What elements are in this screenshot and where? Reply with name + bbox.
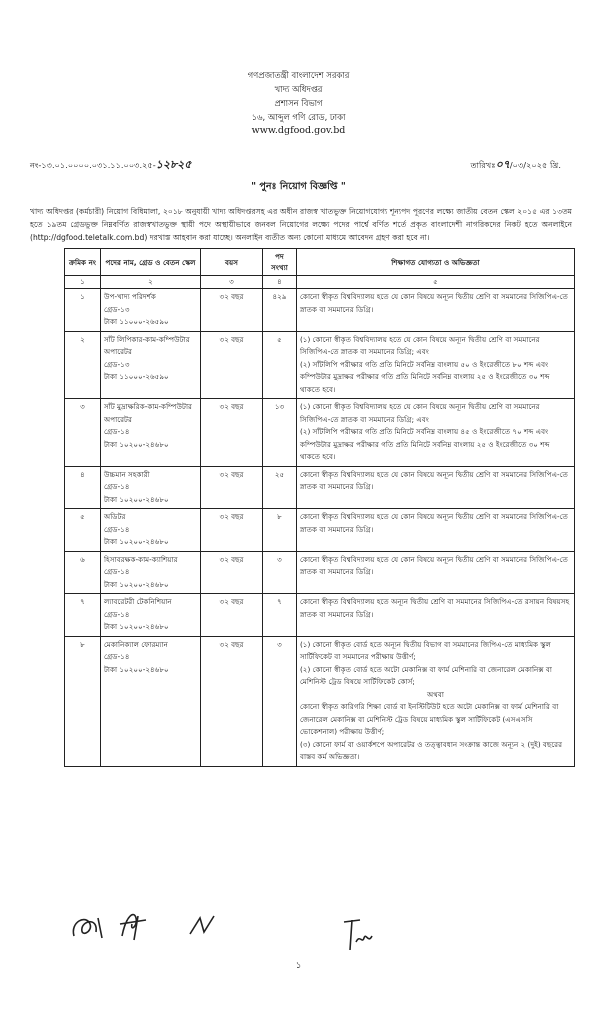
col-number: ১ bbox=[65, 276, 101, 289]
count-cell: ৮ bbox=[263, 509, 297, 552]
post-cell bbox=[101, 551, 201, 594]
qualification-line: কোনো স্বীকৃত বিশ্ববিদ্যালয় হতে যে কোন বিষয়ে অন্যূন দ্বিতীয় শ্রেণি বা সমমানের সিজিপিএ-তে স্নাতক বা সমমানের ডিগ্রি। bbox=[300, 469, 568, 491]
post-cell bbox=[101, 399, 201, 467]
table-row bbox=[65, 289, 575, 332]
col-number: ২ bbox=[101, 276, 201, 289]
qualification-line: কোনো স্বীকৃত বিশ্ববিদ্যালয় হতে যে কোন বিষয়ে অন্যূন দ্বিতীয় শ্রেণি বা সমমানের সিজিপিএ-তে স্নাতক বা সমমানের ডিগ্রি। bbox=[300, 512, 568, 534]
date-rest: /০৩/২০২৫ খ্রি. bbox=[509, 160, 561, 170]
table-header-row bbox=[65, 249, 575, 276]
post-post: উচ্চমান সহকারী bbox=[104, 469, 150, 479]
header-qualification: শিক্ষাগত যোগ্যতা ও অভিজ্ঞতা bbox=[297, 249, 575, 276]
post-post: অডিটর bbox=[104, 512, 126, 521]
post-scale: টাকা ১১০০০-২৬৫৯০ bbox=[104, 372, 169, 381]
post-post: সাঁট মুদ্রাক্ষরিক-কাম-কম্পিউটার অপারেটর bbox=[104, 402, 193, 424]
memo-handwritten: ১২৮২৫ bbox=[155, 158, 192, 171]
memo-prefix: নং-১৩.০১.০০০০.০৩১.১১.০০৩.২৫- bbox=[30, 160, 156, 170]
count-cell: ৩ bbox=[263, 636, 297, 766]
post-scale: টাকা ১০২০০-২৪৬৮০ bbox=[104, 537, 169, 546]
post-post: হিসাবরক্ষক-কাম-ক্যাশিয়ার bbox=[104, 554, 178, 564]
count-cell: ৭ bbox=[263, 594, 297, 637]
post-scale: টাকা ১০২০০-২৪৬৮০ bbox=[104, 579, 169, 589]
age-cell: ৩২ বছর bbox=[201, 509, 263, 552]
serial-cell: ৭ bbox=[65, 594, 101, 637]
govt-name: গণপ্রজাতন্ত্রী বাংলাদেশ সরকার bbox=[247, 70, 350, 80]
letterhead bbox=[0, 68, 597, 138]
post-grade: গ্রেড-১৪ bbox=[104, 427, 130, 436]
count-cell: ৫ bbox=[263, 331, 297, 399]
post-grade: গ্রেড-১৪ bbox=[104, 652, 130, 661]
qualification-line: (২) সাঁটলিপি পরীক্ষার গতি প্রতি মিনিটে সর্বনিম্ন বাংলায় ৪৫ ও ইংরেজীতে ৭০ শব্দ এবং কম্পিউটার মুদ্রাক্ষর পরীক্ষার গতি প্রতি মিনিটে সর্বনিম্ন বাংলায় ২৫ ও ইংরেজীতে ৩০ শব্দ থাকতে হবে। bbox=[300, 427, 550, 461]
col-number: ৫ bbox=[297, 276, 575, 289]
table-row bbox=[65, 509, 575, 552]
table-row bbox=[65, 594, 575, 637]
department-name: খাদ্য অধিদপ্তর bbox=[274, 84, 323, 94]
post-cell bbox=[101, 636, 201, 766]
header-post: পদের নাম, গ্রেড ও বেতন স্কেল bbox=[101, 249, 201, 276]
table-row bbox=[65, 466, 575, 509]
serial-cell: ৫ bbox=[65, 509, 101, 552]
serial-cell: ৪ bbox=[65, 466, 101, 509]
post-grade: গ্রেড-১৩ bbox=[104, 304, 130, 314]
post-scale: টাকা ১০২০০-২৪৬৮০ bbox=[104, 622, 169, 631]
count-cell: ২৫ bbox=[263, 466, 297, 509]
post-cell bbox=[101, 594, 201, 637]
notice-title: " পুনঃ নিয়োগ বিজ্ঞপ্তি " bbox=[251, 181, 346, 192]
post-post: মেকানিক্যাল ফোরম্যান bbox=[104, 639, 168, 649]
table-row bbox=[65, 636, 575, 766]
post-post: সাঁট লিপিকার-কাম-কম্পিউটার অপারেটর bbox=[104, 334, 190, 356]
age-cell: ৩২ বছর bbox=[201, 331, 263, 399]
serial-cell: ৬ bbox=[65, 551, 101, 594]
post-grade: গ্রেড-১৩ bbox=[104, 359, 130, 369]
serial-cell: ১ bbox=[65, 289, 101, 332]
table-row bbox=[65, 399, 575, 467]
table-row bbox=[65, 551, 575, 594]
office-address: ১৬, আব্দুল গণি রোড, ঢাকা bbox=[251, 112, 346, 122]
qualification-line: কোনো স্বীকৃত বিশ্ববিদ্যালয় হতে অন্যূন দ্বিতীয় শ্রেণি বা সমমানের সিজিপিএ-তে রসায়ন বিষয়সহ স্নাতক বা সমমানের ডিগ্রি। bbox=[300, 597, 570, 619]
date-label: তারিখঃ bbox=[470, 160, 496, 170]
post-cell bbox=[101, 509, 201, 552]
post-grade: গ্রেড-১৪ bbox=[104, 567, 130, 576]
post-cell bbox=[101, 331, 201, 399]
age-cell: ৩২ বছর bbox=[201, 466, 263, 509]
qualification-cell bbox=[297, 331, 575, 399]
signature-1 bbox=[68, 908, 118, 948]
vacancy-table bbox=[64, 248, 575, 767]
post-grade: গ্রেড-১৪ bbox=[104, 524, 130, 534]
header-serial: ক্রমিক নং bbox=[65, 249, 101, 276]
date-handwritten-day: ০৭ bbox=[495, 158, 510, 171]
qualification-line: (১) কোনো স্বীকৃত বিশ্ববিদ্যালয় হতে যে কোন বিষয়ে অন্যূন দ্বিতীয় শ্রেণি বা সমমানের সিজিপিএ-তে স্নাতক বা সমমানের ডিগ্রি; এবং bbox=[300, 334, 540, 356]
qualification-line: কোনো স্বীকৃত বিশ্ববিদ্যালয় হতে যে কোন বিষয়ে অন্যূন দ্বিতীয় শ্রেণি বা সমমানের সিজিপিএ-তে স্নাতক বা সমমানের ডিগ্রি। bbox=[300, 292, 568, 314]
post-grade: গ্রেড-১৪ bbox=[104, 482, 130, 491]
qualification-cell bbox=[297, 636, 575, 766]
age-cell: ৩২ বছর bbox=[201, 399, 263, 467]
post-scale: টাকা ১১০০০-২৬৫৯০ bbox=[104, 317, 169, 326]
post-scale: টাকা ১০২০০-২৪৬৮০ bbox=[104, 664, 169, 674]
serial-cell: ৮ bbox=[65, 636, 101, 766]
count-cell: ৪২৯ bbox=[263, 289, 297, 332]
column-number-row bbox=[65, 276, 575, 289]
qualification-line: (৩) কোনো ফার্ম বা ওয়ার্কশপে অপারেটর ও তত্ত্বাবধান সংক্রান্ত কাজে অন্যূন ২ (দুই) বছরের বাস্তব কর্ম অভিজ্ঞতা। bbox=[300, 739, 563, 761]
page-number: ১ bbox=[295, 961, 302, 971]
qualification-line: (১) কোনো স্বীকৃত বোর্ড হতে অন্যূন দ্বিতীয় বিভাগ বা সমমানের জিপিএ-তে মাধ্যমিক স্কুল সার্টিফিকেট বা সমমানের পরীক্ষায় উত্তীর্ণ; bbox=[300, 639, 551, 661]
qualification-cell bbox=[297, 399, 575, 467]
qualification-line: কোনো স্বীকৃত বিশ্ববিদ্যালয় হতে যে কোন বিষয়ে অন্যূন দ্বিতীয় শ্রেণি বা সমমানের সিজিপিএ-তে স্নাতক বা সমমানের ডিগ্রি। bbox=[300, 554, 568, 576]
post-scale: টাকা ১০২০০-২৪৬৮০ bbox=[104, 439, 169, 449]
age-cell: ৩২ বছর bbox=[201, 594, 263, 637]
age-cell: ৩২ বছর bbox=[201, 289, 263, 332]
table-row bbox=[65, 331, 575, 399]
division-name: প্রশাসন বিভাগ bbox=[274, 98, 323, 108]
signature-4 bbox=[338, 914, 378, 958]
qualification-cell bbox=[297, 551, 575, 594]
post-post: ল্যাবরেটরী টেকনিশিয়ান bbox=[104, 597, 172, 606]
serial-cell: ২ bbox=[65, 331, 101, 399]
header-count: পদ সংখ্যা bbox=[263, 249, 297, 276]
qualification-line: (১) কোনো স্বীকৃত বিশ্ববিদ্যালয় হতে যে কোন বিষয়ে অন্যূন দ্বিতীয় শ্রেণি বা সমমানের সিজিপিএ-তে স্নাতক বা সমমানের ডিগ্রি; এবং bbox=[300, 402, 540, 424]
intro-paragraph: খাদ্য অধিদপ্তর (কর্মচারী) নিয়োগ বিধিমালা, ২০১৮ অনুযায়ী খাদ্য অধিদপ্তরসহ এর অধীন রাজস্ব খাতভুক্ত নিয়োগযোগ্য শূন্যপদ পূরণের লক্ষ্যে জাতীয় বেতন স্কেল ২০১৫ এর ১৩তম হতে ১৯তম গ্রেডভুক্ত নিম্নবর্ণিত রাজস্বখাতভুক্ত স্থায়ী পদে অস্থায়ীভাবে জনবল নিয়োগের লক্ষ্যে পদের পার্শ্বে বর্ণিত শর্তে প্রকৃত বাংলাদেশী নাগরিকদের নিকট হতে অনলাইনে (http://dgfood.teletalk.com.bd) দরখাস্ত আহবান করা যাচ্ছে। অনলাইন ব্যতীত অন্য কোনো মাধ্যমে আবেদন গ্রহণ করা হবে না। bbox=[30, 207, 572, 242]
count-cell: ১৩ bbox=[263, 399, 297, 467]
post-post: উপ-খাদ্য পরিদর্শক bbox=[104, 292, 156, 301]
website-text: www.dgfood.gov.bd bbox=[251, 125, 346, 136]
age-cell: ৩২ বছর bbox=[201, 551, 263, 594]
qualification-cell bbox=[297, 594, 575, 637]
col-number: ৩ bbox=[201, 276, 263, 289]
post-scale: টাকা ১০২০০-২৪৬৮০ bbox=[104, 494, 169, 504]
signature-2 bbox=[116, 906, 156, 946]
memo-number bbox=[30, 156, 191, 175]
post-grade: গ্রেড-১৪ bbox=[104, 609, 130, 619]
age-cell: ৩২ বছর bbox=[201, 636, 263, 766]
post-cell bbox=[101, 289, 201, 332]
qualification-line: (২) সাঁটলিপি পরীক্ষার গতি প্রতি মিনিটে সর্বনিম্ন বাংলায় ৫০ ও ইংরেজীতে ৮০ শব্দ এবং কম্পিউটার মুদ্রাক্ষর পরীক্ষার গতি প্রতি মিনিটে সর্বনিম্ন বাংলায় ২৫ ও ইংরেজীতে ৩০ শব্দ থাকতে হবে। bbox=[300, 359, 550, 394]
qualification-cell bbox=[297, 509, 575, 552]
qualification-cell bbox=[297, 289, 575, 332]
count-cell: ৩ bbox=[263, 551, 297, 594]
header-age: বয়স bbox=[201, 249, 263, 276]
issue-date bbox=[470, 156, 561, 175]
qualification-line: কোনো স্বীকৃত কারিগরি শিক্ষা বোর্ড বা ইনস্টিটিউট হতে অটো মেকানিক্স বা ফার্ম মেশিনারি বা জেনারেল মেকানিক্স বা মেশিনিস্ট ট্রেড বিষয়ে মাধ্যমিক স্কুল সার্টিফিকেট (এসএসসি ভোকেশনাল) পরীক্ষায় উত্তীর্ণ; bbox=[300, 702, 559, 736]
signature-3 bbox=[186, 912, 220, 942]
post-cell bbox=[101, 466, 201, 509]
serial-cell: ৩ bbox=[65, 399, 101, 467]
col-number: ৪ bbox=[263, 276, 297, 289]
qualification-cell bbox=[297, 466, 575, 509]
signature-area bbox=[68, 900, 588, 960]
qualification-line: অথবা bbox=[427, 689, 444, 699]
qualification-line: (২) কোনো স্বীকৃত বোর্ড হতে অটো মেকানিক্স বা ফার্ম মেশিনারি বা জেনারেল মেকানিক্স বা মেশিনিস্ট ট্রেড বিষয়ে সার্টিফিকেট কোর্স; bbox=[300, 664, 552, 686]
